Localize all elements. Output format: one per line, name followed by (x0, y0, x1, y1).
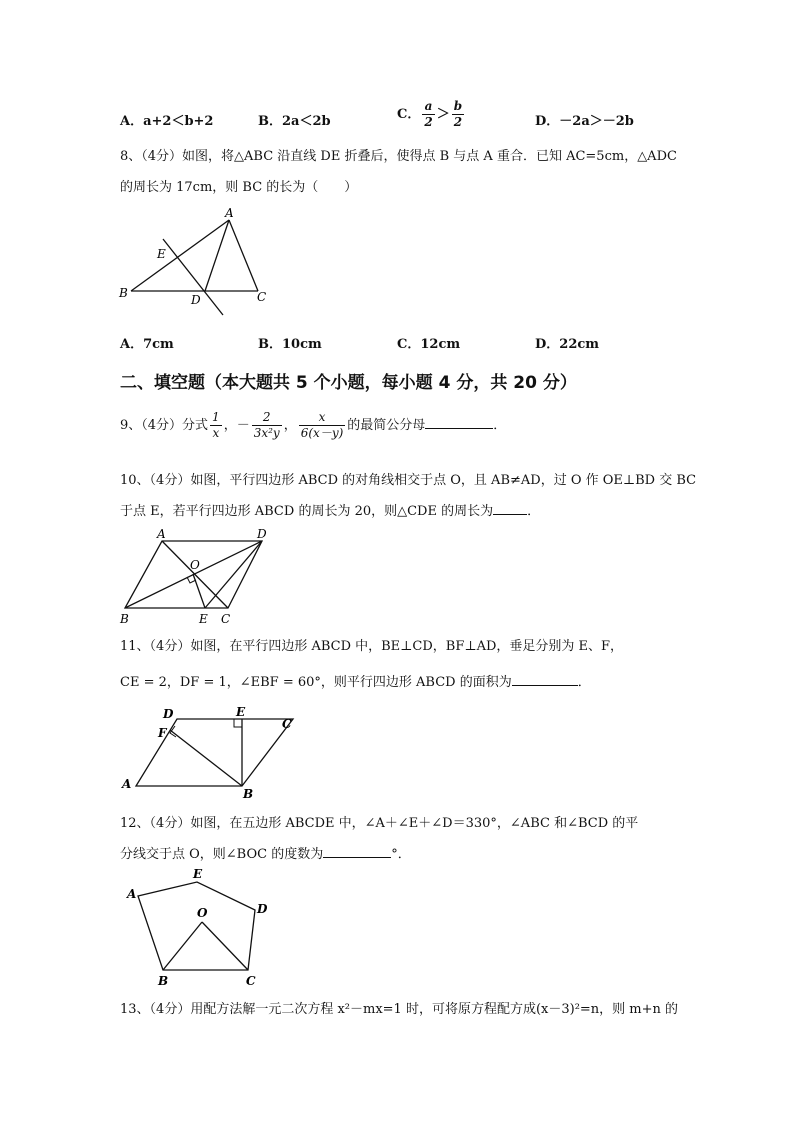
q11-text-line2 (120, 671, 591, 690)
q10-line2-text: 于点 E，若平行四边形 ABCD 的周长为 20，则△CDE 的周长为 (120, 504, 494, 519)
q12-line2-text: 分线交于点 O，则∠BOC 的度数为 (120, 847, 324, 862)
q9-prefix: 9、（4分）分式 (120, 418, 209, 433)
answer-blank (425, 416, 493, 429)
answer-blank (512, 673, 578, 686)
q8-text-line1: 8、（4分）如图，将△ABC 沿直线 DE 折叠后，使得点 B 与点 A 重合．已知 AC=5cm，△ADC (120, 149, 677, 164)
section-heading-fill-in: 二、填空题（本大题共 5 个小题，每小题 4 分，共 20 分） (120, 373, 577, 393)
label-d: D (191, 293, 201, 307)
label-a: A (127, 887, 137, 901)
q9-minus: － (236, 418, 250, 433)
label-b: B (243, 787, 254, 801)
label-o: O (197, 906, 208, 920)
q10-text-line1: 10、（4分）如图，平行四边形 ABCD 的对角线相交于点 O，且 AB≠AD，过 O 作 OE⊥BD 交 BC (120, 473, 697, 488)
q13-text-line1: 13、（4分）用配方法解一元二次方程 x²－mx=1 时，可将原方程配方成(x－3)²=n，则 m+n 的 (120, 1002, 679, 1017)
q11-line2-text: CE = 2，DF = 1，∠EBF = 60°，则平行四边形 ABCD 的面积为 (120, 675, 512, 690)
q11-parallelogram-figure (115, 702, 305, 802)
label-e: E (199, 612, 208, 626)
label-e: E (236, 705, 246, 719)
q8-text-line2: 的周长为 17cm，则 BC 的长为（ ） (120, 180, 358, 195)
label-b: B (158, 974, 169, 988)
answer-blank (323, 845, 391, 858)
fraction-b-over-2: $\frac{b}{2}$ (453, 99, 463, 129)
greater-than-sign: ＞ (436, 107, 450, 122)
q7-option-d: D．－2a＞－2b (535, 114, 634, 129)
label-e: E (157, 247, 166, 261)
label-e: E (193, 867, 203, 881)
q10-parallelogram-figure (115, 526, 275, 626)
q8-option-b: B．10cm (258, 337, 322, 352)
q9-suffix: 的最简公分母 (347, 418, 426, 433)
label-c: C (221, 612, 231, 626)
label-f: F (158, 726, 167, 740)
q10-text-line2 (120, 500, 540, 519)
q7-option-c-prefix: C． (397, 107, 421, 122)
fraction-2-over-3x2y: $\frac{2}{\text{3x²y}}$ (253, 410, 280, 440)
label-b: B (120, 612, 129, 626)
q9-end: ． (493, 418, 507, 433)
q8-triangle-figure (115, 203, 275, 323)
label-d: D (163, 707, 174, 721)
q8-option-a: A．7cm (120, 337, 174, 352)
q12-text-line1: 12、（4分）如图，在五边形 ABCDE 中，∠A＋∠E＋∠D＝330°，∠ABC 和∠BCD 的平 (120, 816, 639, 831)
q9-sep2: ， (283, 418, 297, 433)
fraction-x-over-6xy: $\frac{x}{6(x-y)}$ (300, 410, 344, 440)
label-c: C (246, 974, 256, 988)
q10-end: ． (527, 504, 541, 519)
q8-option-d: D．22cm (535, 337, 600, 352)
label-a: A (225, 206, 234, 220)
fraction-1-over-x: $\frac{1}{x}$ (212, 410, 220, 440)
q7-option-a: A．a+2＜b+2 (120, 114, 214, 129)
label-a: A (157, 527, 166, 541)
q7-option-b: B．2a＜2b (258, 114, 331, 129)
q12-pentagon-figure (115, 866, 285, 990)
label-o: O (190, 558, 200, 572)
label-a: A (122, 777, 132, 791)
fraction-a-over-2: $\frac{a}{2}$ (424, 99, 433, 129)
label-c: C (282, 717, 292, 731)
label-d: D (257, 527, 267, 541)
label-c: C (257, 290, 267, 304)
q8-option-c: C．12cm (397, 337, 461, 352)
label-d: D (257, 902, 268, 916)
q11-text-line1: 11、（4分）如图，在平行四边形 ABCD 中，BE⊥CD，BF⊥AD，垂足分别为 E、F， (120, 639, 624, 654)
answer-blank (493, 502, 527, 515)
q7-option-c (397, 99, 466, 130)
q9-text (120, 410, 506, 441)
q11-end: ． (577, 675, 591, 690)
q12-end: °． (391, 847, 411, 862)
q12-text-line2 (120, 843, 411, 862)
label-b: B (119, 286, 128, 300)
q9-sep1: ， (223, 418, 237, 433)
